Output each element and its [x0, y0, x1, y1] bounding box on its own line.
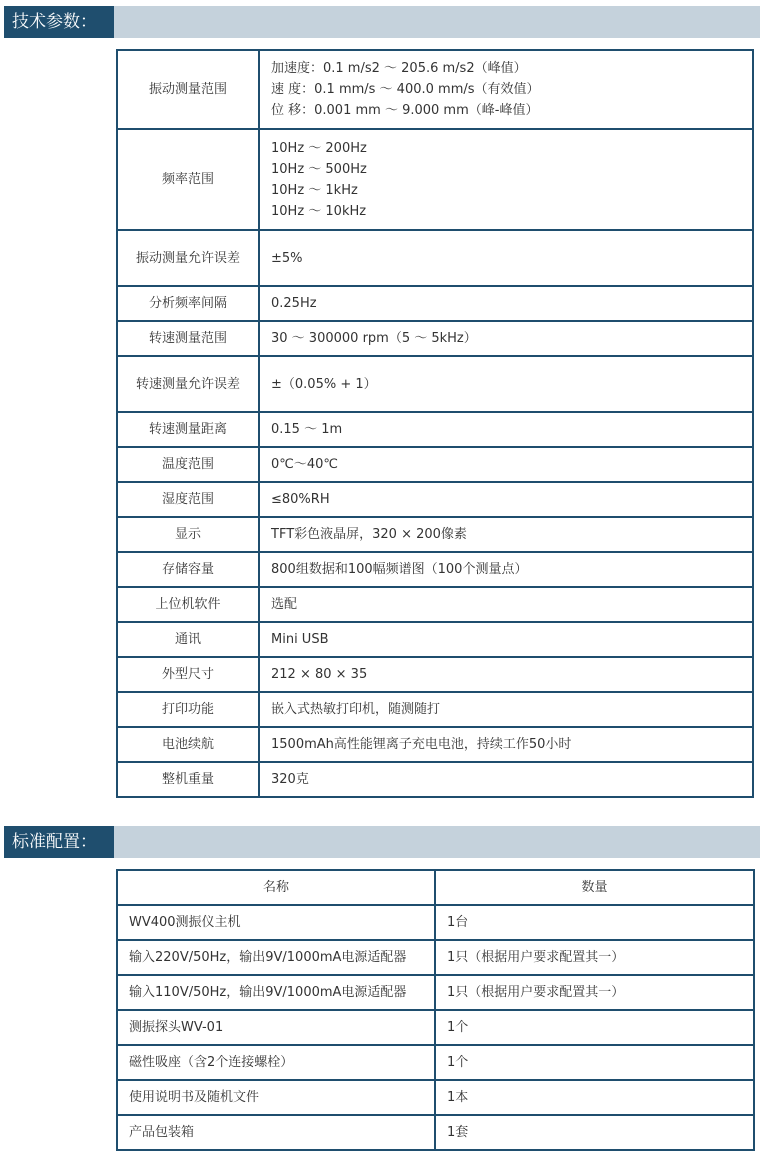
spec-value [259, 552, 753, 587]
config-item-name: 使用说明书及随机文件 [117, 1080, 435, 1115]
spec-row [117, 517, 753, 552]
spec-value [259, 517, 753, 552]
spec-row [117, 356, 753, 412]
spec-row [117, 587, 753, 622]
spec-value-line: TFT彩色液晶屏，320 × 200像素 [271, 527, 467, 542]
spec-value [259, 447, 753, 482]
standard-config-table [116, 869, 755, 1151]
config-item-name: 产品包装箱 [117, 1115, 435, 1150]
spec-label: 振动测量范围 [117, 50, 259, 129]
spec-label: 显示 [117, 517, 259, 552]
spec-label: 转速测量范围 [117, 321, 259, 356]
spec-row [117, 622, 753, 657]
spec-row [117, 50, 753, 129]
spec-value-line: 10Hz ～ 1kHz [271, 182, 358, 198]
spec-row [117, 552, 753, 587]
spec-value-line: 选配 [271, 597, 298, 612]
standard-config-title: 标准配置： [4, 826, 114, 858]
spec-value-line: 10Hz ～ 500Hz [271, 161, 367, 177]
spec-value-line: 10Hz ～ 10kHz [271, 203, 367, 219]
spec-value [259, 129, 753, 230]
spec-value [259, 692, 753, 727]
config-row [117, 905, 754, 940]
config-item-quantity: 1本 [435, 1080, 754, 1115]
config-item-name: WV400测振仪主机 [117, 905, 435, 940]
spec-value-line: 0.15 ～ 1m [271, 422, 343, 437]
spec-label: 温度范围 [117, 447, 259, 482]
spec-value-line: 位 移：0.001 mm ～ 9.000 mm（峰-峰值） [271, 103, 539, 118]
spec-row [117, 762, 753, 797]
spec-value-line: ±（0.05% + 1） [271, 376, 377, 392]
config-item-quantity: 1个 [435, 1045, 754, 1080]
header-bar [114, 826, 760, 858]
spec-value [259, 321, 753, 356]
spec-value-line: Mini USB [271, 632, 329, 647]
spec-label: 打印功能 [117, 692, 259, 727]
spec-row [117, 727, 753, 762]
standard-config-header [4, 826, 760, 858]
spec-label: 整机重量 [117, 762, 259, 797]
tech-specs-title: 技术参数： [4, 6, 114, 38]
spec-row [117, 482, 753, 517]
spec-row [117, 412, 753, 447]
column-header-name: 名称 [117, 870, 435, 905]
spec-value-line: 加速度：0.1 m/s2 ～ 205.6 m/s2（峰值） [271, 61, 527, 76]
config-row [117, 1115, 754, 1150]
spec-label: 频率范围 [117, 129, 259, 230]
config-row [117, 1080, 754, 1115]
spec-label: 存储容量 [117, 552, 259, 587]
spec-row [117, 657, 753, 692]
spec-value-line: 0℃～40℃ [271, 457, 339, 472]
config-item-quantity: 1个 [435, 1010, 754, 1045]
tech-specs-header [4, 6, 760, 38]
spec-value-line: 212 × 80 × 35 [271, 667, 368, 682]
spec-row [117, 321, 753, 356]
spec-value-line: 1500mAh高性能锂离子充电电池，持续工作50小时 [271, 737, 572, 752]
config-item-name: 磁性吸座（含2个连接螺栓） [117, 1045, 435, 1080]
spec-value [259, 657, 753, 692]
config-item-quantity: 1台 [435, 905, 754, 940]
spec-label: 通讯 [117, 622, 259, 657]
spec-label: 湿度范围 [117, 482, 259, 517]
spec-value [259, 727, 753, 762]
spec-row [117, 692, 753, 727]
spec-value [259, 230, 753, 286]
spec-row [117, 447, 753, 482]
config-row [117, 1045, 754, 1080]
spec-value-line: 800组数据和100幅频谱图（100个测量点） [271, 562, 528, 577]
spec-label: 外型尺寸 [117, 657, 259, 692]
config-item-name: 输入110V/50Hz，输出9V/1000mA电源适配器 [117, 975, 435, 1010]
spec-value-line: 0.25Hz [271, 296, 317, 311]
spec-value-line: ≤80%RH [271, 492, 330, 507]
spec-value [259, 356, 753, 412]
spec-value [259, 286, 753, 321]
spec-value-line: 速 度：0.1 mm/s ～ 400.0 mm/s（有效值） [271, 82, 540, 97]
config-item-quantity: 1只（根据用户要求配置其一） [435, 975, 754, 1010]
config-row [117, 1010, 754, 1045]
spec-label: 振动测量允许误差 [117, 230, 259, 286]
spec-value [259, 762, 753, 797]
header-bar [114, 6, 760, 38]
config-item-quantity: 1套 [435, 1115, 754, 1150]
config-row [117, 940, 754, 975]
config-item-name: 测振探头WV-01 [117, 1010, 435, 1045]
spec-row [117, 230, 753, 286]
spec-label: 分析频率间隔 [117, 286, 259, 321]
config-header-row [117, 870, 754, 905]
spec-row [117, 286, 753, 321]
spec-value-line: 30 ～ 300000 rpm（5 ～ 5kHz） [271, 331, 477, 346]
spec-label: 转速测量允许误差 [117, 356, 259, 412]
spec-value [259, 587, 753, 622]
spec-value-line: ±5% [271, 250, 303, 266]
spec-label: 电池续航 [117, 727, 259, 762]
spec-label: 上位机软件 [117, 587, 259, 622]
config-item-quantity: 1只（根据用户要求配置其一） [435, 940, 754, 975]
spec-value-line: 10Hz ～ 200Hz [271, 140, 367, 156]
spec-value-line: 嵌入式热敏打印机，随测随打 [271, 702, 441, 717]
spec-value-line: 320克 [271, 772, 309, 787]
spec-value [259, 482, 753, 517]
spec-value [259, 412, 753, 447]
spec-value [259, 50, 753, 129]
spec-value [259, 622, 753, 657]
column-header-quantity: 数量 [435, 870, 754, 905]
tech-specs-table [116, 49, 754, 798]
spec-label: 转速测量距离 [117, 412, 259, 447]
spec-row [117, 129, 753, 230]
config-item-name: 输入220V/50Hz，输出9V/1000mA电源适配器 [117, 940, 435, 975]
config-row [117, 975, 754, 1010]
